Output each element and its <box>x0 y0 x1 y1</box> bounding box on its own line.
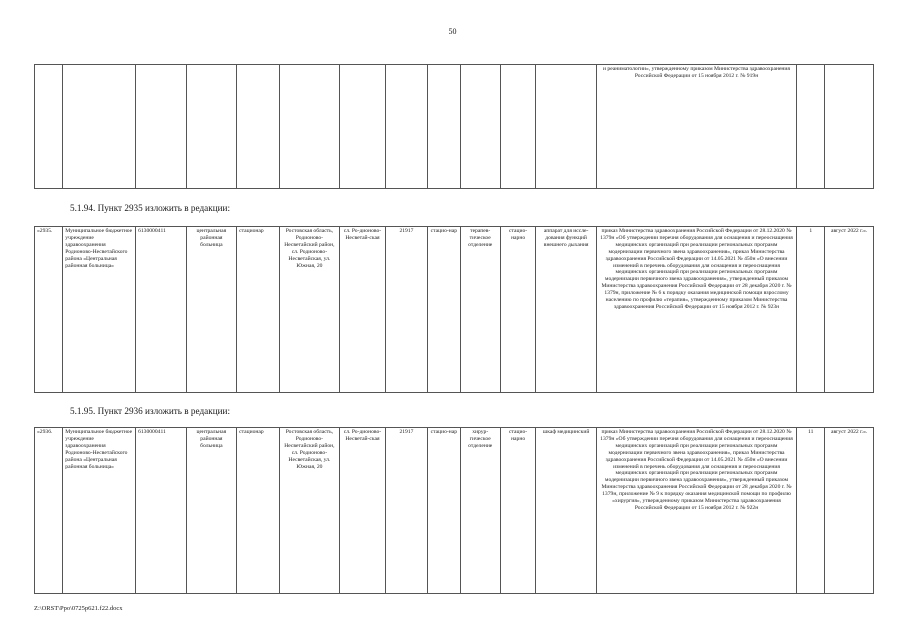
cell-number: «2936. <box>35 428 63 594</box>
table-row-2936 <box>34 427 874 594</box>
cell-organization: Муниципальное бюджетное учреждение здравоохранения Родионово-Несветайского района «Центральная районная больница» <box>63 227 136 393</box>
cell-organization: Муниципальное бюджетное учреждение здравоохранения Родионово-Несветайского района «Центральная районная больница» <box>63 428 136 594</box>
cell-equipment: шкаф медицинский <box>536 428 597 594</box>
cell-oktmo: 21917 <box>385 428 427 594</box>
table-row-2935 <box>34 226 874 393</box>
cell-date: август 2022 г.». <box>825 227 874 393</box>
cell-type: стационар <box>237 428 279 594</box>
cell-equipment: аппарат для иссле-дования функций внешнего дыхания <box>536 227 597 393</box>
cell-department: хирур-гическое отделение <box>460 428 500 594</box>
page-number: 50 <box>448 27 457 36</box>
table-row <box>35 227 874 393</box>
cell-care: стацио-нарно <box>500 428 535 594</box>
cell-code: 6130000411 <box>136 227 187 393</box>
cell-number: «2935. <box>35 227 63 393</box>
cell-locality: сл. Ро-дионово-Несветай-ская <box>340 227 385 393</box>
cell-address: Ростовская область, Родионово-Несветайский район, сл. Родионово-Несветайская, ул. Южная, 20 <box>279 428 340 594</box>
cell-unit: центральная районная больница <box>186 227 237 393</box>
cell-quantity: 11 <box>797 428 825 594</box>
cell-locality: сл. Ро-дионово-Несветай-ская <box>340 428 385 594</box>
table-fragment-top <box>34 64 874 189</box>
cell-unit: центральная районная больница <box>186 428 237 594</box>
cell-quantity: 1 <box>797 227 825 393</box>
table-row <box>35 65 874 189</box>
cell-code: 6130000411 <box>136 428 187 594</box>
cell-address: Ростовская область, Родионово-Несветайский район, сл. Родионово-Несветайская, ул. Южная, 20 <box>279 227 340 393</box>
cell-date: август 2022 г.». <box>825 428 874 594</box>
cell-document: приказ Министерства здравоохранения Российской Федерации от 28.12.2020 № 1379н «Об утверждении перечня оборудования для оснащения и переоснащения медицинских организаций при реализации региональных программ модернизации первичного звена здравоохранения», приказ Министерства здравоохранения Российской Федерации от 14.05.2021 № 450н «О внесении изменений в перечень оборудования для оснащения и переоснащения медицинских организаций при реализации региональных программ модернизации первичного звена здравоохранения», утвержденный приказом Министерства здравоохранения Российской Федерации от 28 декабря 2020 г. № 1379н, приложение № 6 к порядку оказания медицинской помощи взрослому населению по профилю «терапия», утвержденному приказом Министерства здравоохранения Российской Федерации от 15 ноября 2012 г. № 923н <box>596 227 796 393</box>
cell-document: приказ Министерства здравоохранения Российской Федерации от 28.12.2020 № 1379н «Об утверждении перечня оборудования для оснащения и переоснащения медицинских организаций при реализации региональных программ модернизации первичного звена здравоохранения», приказ Министерства здравоохранения Российской Федерации от 14.05.2021 № 450н «О внесении изменений в перечень оборудования для оснащения и переоснащения медицинских организаций при реализации региональных программ модернизации первичного звена здравоохранения», утвержденный приказом Министерства здравоохранения Российской Федерации от 28 декабря 2020 г. № 1379н, приложение № 9 к порядку оказания медицинской помощи по профилю «хирургия», утвержденному приказом Министерства здравоохранения Российской Федерации от 15 ноября 2012 г. № 922н <box>596 428 796 594</box>
cell-condition: стацио-нар <box>428 428 460 594</box>
cell-condition: стацио-нар <box>428 227 460 393</box>
table-row <box>35 428 874 594</box>
cell-oktmo: 21917 <box>385 227 427 393</box>
section-heading-2935: 5.1.94. Пункт 2935 изложить в редакции: <box>70 203 231 213</box>
footer-file-path: Z:\ORST\Ppo\0725p621.f22.docx <box>34 605 123 612</box>
cell-department: терапев-тическое отделение <box>460 227 500 393</box>
cell-care: стацио-нарно <box>500 227 535 393</box>
cell-type: стационар <box>237 227 279 393</box>
doc-cell: и реаниматологии», утвержденному приказом Министерства здравоохранения Российской Федерации от 15 ноября 2012 г. № 919н <box>596 65 796 189</box>
section-heading-2936: 5.1.95. Пункт 2936 изложить в редакции: <box>70 406 231 416</box>
